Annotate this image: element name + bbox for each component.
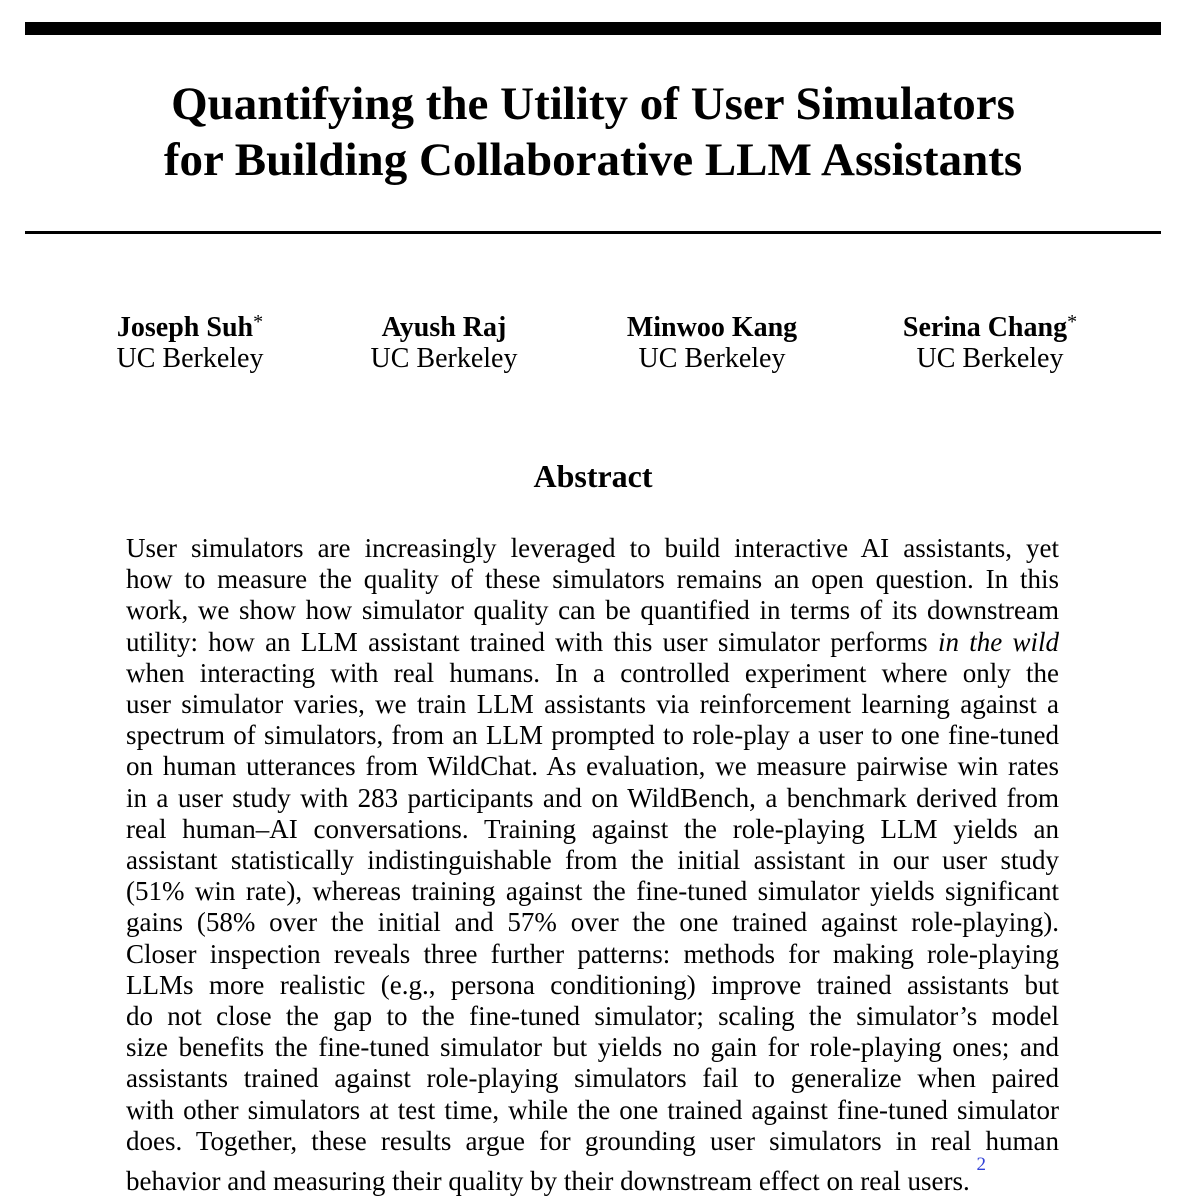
abstract-line: with other simulators at test time, while the one trained against fine-tuned simulator: [126, 1094, 1059, 1125]
footnote-link[interactable]: 2: [976, 1154, 986, 1176]
author-affiliation: UC Berkeley: [370, 343, 518, 374]
author-mark: *: [1067, 311, 1078, 333]
author-affiliation: UC Berkeley: [116, 343, 264, 374]
italic-phrase: in the wild: [937, 626, 1060, 657]
author-mark: *: [253, 311, 264, 333]
abstract-line: spectrum of simulators, from an LLM prompted to role-play a user to one fine-tuned: [126, 720, 1059, 751]
abstract-line: in a user study with 283 participants and on WildBench, a benchmark derived from: [126, 782, 1059, 813]
abstract-line: (51% win rate), whereas training against the fine-tuned simulator yields significant: [126, 876, 1059, 907]
abstract-line: size benefits the fine-tuned simulator but yields no gain for role-playing ones; and: [126, 1032, 1059, 1063]
abstract-line: user simulator varies, we train LLM assistants via reinforcement learning against a: [126, 689, 1059, 720]
abstract-line: utility: how an LLM assistant trained with this user simulator performs in the wild: [126, 626, 1060, 657]
author-name: Serina Chang*: [902, 311, 1078, 343]
author-name: Minwoo Kang: [626, 312, 798, 343]
title-line-2: for Building Collaborative LLM Assistants: [163, 134, 1023, 186]
abstract-line: assistants trained against role-playing simulators fail to generalize when paired: [126, 1063, 1059, 1094]
author-block-4: [850, 312, 1130, 374]
author-block-2: [304, 312, 584, 374]
abstract-line: assistant statistically indistinguishable from the initial assistant in our user study: [126, 845, 1059, 876]
author-block-1: [50, 312, 330, 374]
author-name: Joseph Suh*: [116, 311, 264, 343]
title-line-1: Quantifying the Utility of User Simulators: [171, 78, 1015, 130]
author-affiliation: UC Berkeley: [638, 343, 786, 374]
author-affiliation: UC Berkeley: [916, 343, 1064, 374]
abstract-line: behavior and measuring their quality by their downstream effect on real users. $^{^2}$: [126, 1154, 986, 1197]
abstract-line: LLMs more realistic (e.g., persona conditioning) improve trained assistants but: [126, 969, 1059, 1000]
author-name: Ayush Raj: [381, 312, 507, 343]
abstract-line: User simulators are increasingly leveraged to build interactive AI assistants, yet: [126, 533, 1059, 563]
abstract-line: does. Together, these results argue for grounding user simulators in real human: [126, 1125, 1059, 1156]
title-bottom-rule: [25, 231, 1161, 234]
abstract-line: work, we show how simulator quality can be quantified in terms of its downstream: [126, 595, 1059, 626]
abstract-heading: Abstract: [533, 458, 653, 494]
abstract-line: Closer inspection reveals three further patterns: methods for making role-playing: [126, 938, 1059, 969]
paper-title: [25, 76, 1161, 188]
abstract-line: how to measure the quality of these simulators remains an open question. In this: [126, 564, 1059, 595]
abstract-line: when interacting with real humans. In a controlled experiment where only the: [126, 657, 1059, 688]
author-block-3: [572, 312, 852, 374]
abstract-line: real human–AI conversations. Training against the role-playing LLM yields an: [126, 813, 1059, 844]
abstract-line: on human utterances from WildChat. As evaluation, we measure pairwise win rates: [126, 751, 1059, 782]
top-rule: [25, 22, 1161, 35]
abstract-line: gains (58% over the initial and 57% over the one trained against role-playing).: [126, 907, 1059, 938]
abstract-line: do not close the gap to the fine-tuned simulator; scaling the simulator’s model: [126, 1001, 1059, 1032]
abstract-body: [126, 533, 1059, 1197]
